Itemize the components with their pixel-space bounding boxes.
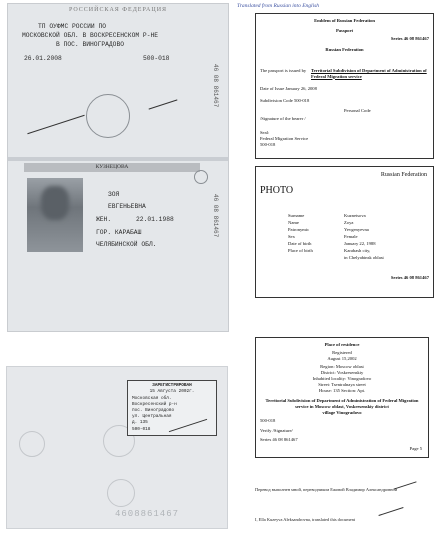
personal-code: Personal Code [344, 108, 371, 113]
issuer-line-2: service in Moscow oblast, Voskresenskiy district [295, 404, 389, 409]
stamp-title: ЗАРЕГИСТРИРОВАН [152, 383, 192, 388]
emblem-text: Emblem of Russian Federation [314, 18, 375, 23]
serial-lower: 46 08 861467 [212, 194, 219, 238]
issued-line-1: ТП ОУФМС РОССИИ ПО [38, 23, 107, 30]
translation-title: Translated from Russian into English [237, 3, 320, 9]
value-sex: Female [344, 234, 358, 239]
card1-country: Russian Federation [325, 47, 364, 52]
value-dob: January 22, 1988 [344, 241, 376, 246]
label-pob: Place of birth [288, 248, 313, 253]
card2-country: Russian Federation [380, 172, 427, 178]
watermark-circle-3 [107, 479, 135, 507]
label-sex: Sex [288, 234, 295, 239]
signature-2 [149, 99, 178, 109]
pob-line-2: ЧЕЛЯБИНСКОЙ ОБЛ. [96, 241, 157, 248]
small-emblem [194, 170, 208, 184]
stamp-line-1: Московская обл. [132, 396, 172, 401]
label-dob: Date of birth [288, 241, 312, 246]
issue-date: 26.01.2008 [24, 55, 62, 62]
label-name: Name [288, 220, 299, 225]
value-name: Zoya [344, 220, 354, 225]
passport-label: Passport [335, 28, 354, 33]
issued-line-3: В ПОС. ВИНОГРАДОВО [56, 41, 125, 48]
sex: ЖЕН. [96, 216, 112, 223]
stamp-line-2: Воскресенский р-н [132, 402, 177, 407]
address-district: District: Voskresenskiy [320, 370, 364, 375]
watermark-circle-1 [19, 431, 45, 457]
value-surname: Kuznetsova [344, 213, 366, 218]
residence-title: Place of residence [324, 342, 360, 347]
cert-signature-2 [378, 507, 403, 516]
card1-series: Series 46 08 861467 [390, 36, 429, 41]
passport-fold [8, 157, 228, 161]
label-surname: Surname [288, 213, 305, 218]
seal-line-3: 500-018 [260, 142, 276, 147]
registered-label: Registered [332, 350, 352, 355]
registration-stamp [127, 380, 217, 436]
cert-line-ru: Перевод выполнен мной, переводчиком Ежовой Владимир Александровной [255, 487, 398, 492]
passport-scan [7, 3, 229, 332]
verify-signature: Verify /Signature/ [260, 428, 293, 433]
stamp-date: 15 Августа 2002г. [149, 389, 195, 394]
stamp-code: 500-018 [132, 427, 151, 432]
stamp-line-3: пос. Виноградово [132, 408, 175, 413]
watermark-serial: 4608861467 [115, 509, 180, 519]
holder-photo [27, 178, 83, 252]
issuer-line-1: Territorial Subdivision of Department of Administration of Federal Migration [265, 398, 419, 403]
issued-by-prefix: The passport is issued by [260, 68, 307, 73]
address-house: House: 135 Section: Apt. [318, 388, 366, 393]
issue-code: 500-018 [143, 55, 170, 62]
translation-card-2 [255, 166, 434, 298]
card2-series: Series 46 08 861467 [390, 275, 429, 280]
seal-line-2: Federal Migration Service [260, 136, 309, 141]
value-pob: Karabash city, [344, 248, 371, 253]
value-pob-cont: in Chelyabinsk oblast [344, 255, 384, 260]
stamp-signature [169, 419, 207, 432]
pob-line-1: ГОР. КАРАБАШ [96, 229, 142, 236]
photo-label: PHOTO [260, 185, 294, 196]
surname-band: КУЗНЕЦОВА [24, 163, 200, 172]
date-of-issue: Date of Issue January 26, 2008 [260, 86, 317, 91]
label-patronymic: Patronymic [288, 227, 310, 232]
name-line-1: ЗОЯ [108, 191, 120, 198]
issuer-line-3: village Vinogradovo [322, 410, 362, 415]
address-street: Street: Tsentralnaya street [318, 382, 366, 387]
bearer-signature: /Signature of the bearer / [260, 116, 306, 121]
stamp-line-4: ул. Центральная [132, 414, 172, 419]
address-region: Region: Moscow oblast [320, 364, 364, 369]
page-number: Page 5 [409, 446, 422, 451]
translation-card-3 [255, 337, 429, 458]
cert-signature-1 [393, 481, 416, 489]
serial-upper: 46 08 861467 [212, 64, 219, 108]
value-patronymic: Yevgenyevna [344, 227, 369, 232]
issued-line-2: МОСКОВСКОЙ ОБЛ. В ВОСКРЕСЕНСКОМ Р-НЕ [22, 32, 159, 39]
registered-date: August 15,2002 [327, 356, 357, 361]
passport-seal [86, 94, 130, 138]
signature-1 [27, 115, 84, 134]
seal-line-1: Seal: [260, 130, 270, 135]
residence-code: 500-018 [260, 418, 276, 423]
translation-card-1 [255, 13, 434, 159]
dob: 22.01.1988 [136, 216, 174, 223]
name-line-2: ЕВГЕНЬЕВНА [108, 203, 146, 210]
card3-series: Series 46 08 861467 [260, 437, 298, 442]
stamp-line-5: д. 135 [132, 420, 148, 425]
subdivision-code: Subdivision Code 500-018 [260, 98, 310, 103]
issued-by: Territorial Subdivision of Department of Administration of Federal Migration service [311, 68, 427, 79]
passport-header: РОССИЙСКАЯ ФЕДЕРАЦИЯ [68, 7, 168, 13]
cert-line-en: I, Ella Kuzeyva Aleksandrovna, translated this document [255, 517, 355, 522]
address-locality: Inhabited locality: Vinogradovo [312, 376, 372, 381]
